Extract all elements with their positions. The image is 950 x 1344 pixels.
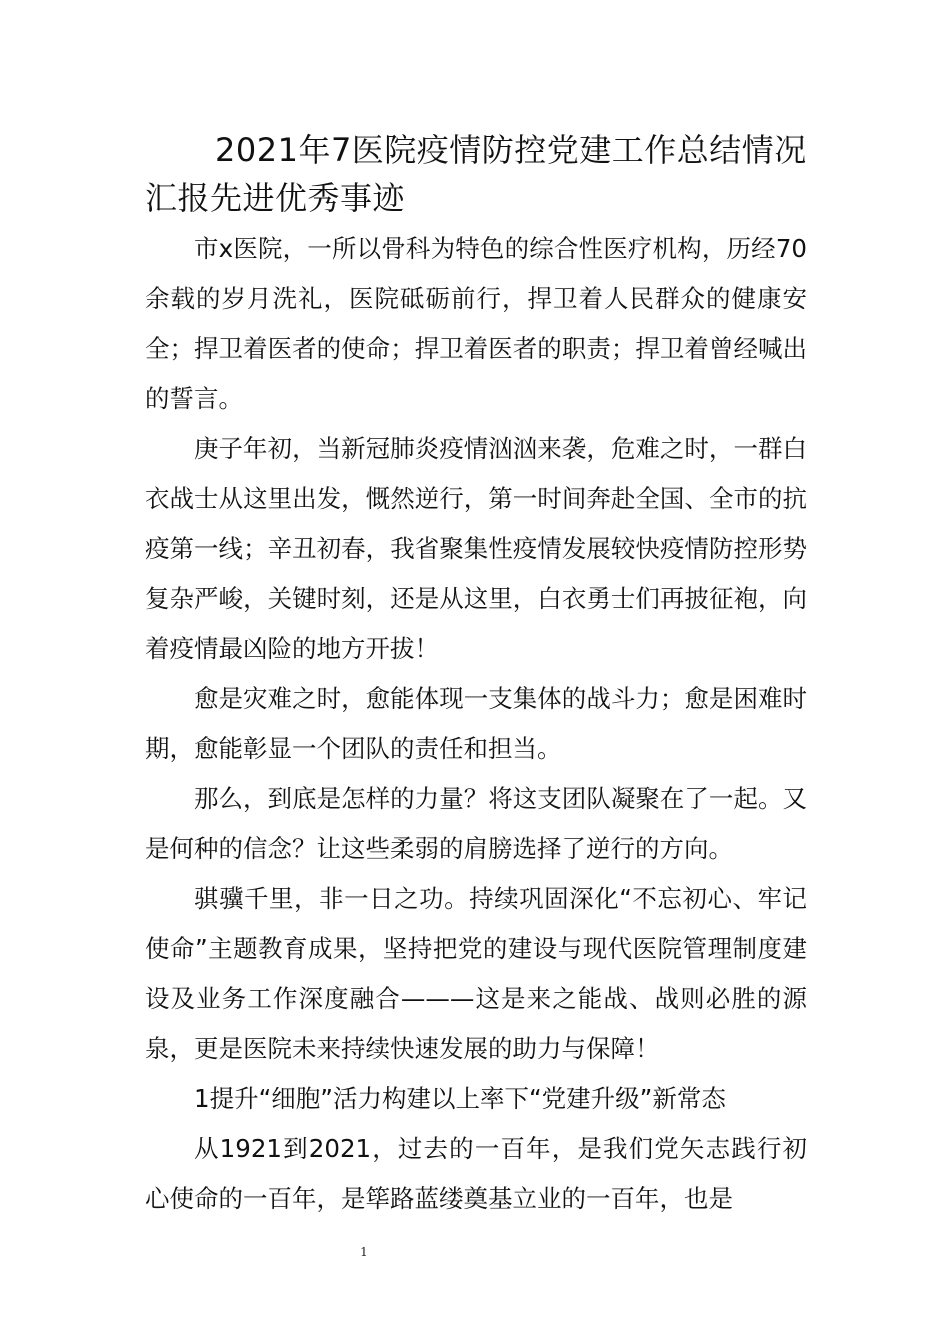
paragraph: 庚子年初，当新冠肺炎疫情汹汹来袭，危难之时，一群白衣战士从这里出发，慨然逆行，第一时间奔赴全国、全市的抗疫第一线；辛丑初春，我省聚集性疫情发展较快疫情防控形势复杂严峻，关键时刻，还是从这里，白衣勇士们再披征袍，向着疫情最凶险的地方开拔！: [145, 434, 807, 663]
paragraph: 那么，到底是怎样的力量？将这支团队凝聚在了一起。又是何种的信念？让这些柔弱的肩膀选择了逆行的方向。: [145, 784, 807, 863]
document-body: [145, 126, 807, 1224]
paragraph: 从1921到2021，过去的一百年，是我们党矢志践行初心使命的一百年，是筚路蓝缕奠基立业的一百年，也是: [145, 1134, 807, 1213]
paragraph: 骐骥千里，非一日之功。持续巩固深化“不忘初心、牢记使命”主题教育成果，坚持把党的建设与现代医院管理制度建设及业务工作深度融合———这是来之能战、战则必胜的源泉，更是医院未来持续快速发展的助力与保障！: [145, 884, 807, 1063]
paragraph: 市x医院，一所以骨科为特色的综合性医疗机构，历经70余载的岁月洗礼，医院砥砺前行，捍卫着人民群众的健康安全；捍卫着医者的使命；捍卫着医者的职责；捍卫着曾经喊出的誓言。: [145, 234, 807, 413]
paragraph: 愈是灾难之时，愈能体现一支集体的战斗力；愈是困难时期，愈能彰显一个团队的责任和担当。: [145, 684, 807, 763]
page-number: 1: [360, 1245, 368, 1259]
document-title: 2021年7医院疫情防控党建工作总结情况汇报先进优秀事迹: [145, 131, 807, 217]
section-heading: 1提升“细胞”活力构建以上率下“党建升级”新常态: [194, 1084, 726, 1113]
